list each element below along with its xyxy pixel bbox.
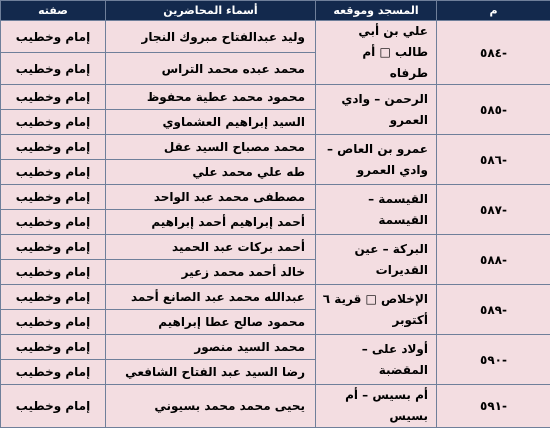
speaker-name: أحمد بركات عبد الحميد (106, 235, 316, 260)
speaker-name: محمد عبده محمد التراس (106, 53, 316, 85)
speaker-name: خالد أحمد محمد زعير (106, 260, 316, 285)
speaker-name: السيد إبراهيم العشماوي (106, 110, 316, 135)
mosque-cell: علي بن أبي طالب □ أم طرفاه (316, 21, 437, 85)
row-number: -٥٨٩ (437, 285, 550, 335)
row-number: -٥٨٤ (437, 21, 550, 85)
speaker-name: محمد السيد منصور (106, 335, 316, 360)
header-num: م (437, 1, 550, 21)
speaker-name: يحيى محمد محمد بسيوني (106, 385, 316, 428)
row-number: -٥٩١ (437, 385, 550, 428)
table-header-row (1, 1, 550, 21)
speaker-name: طه علي محمد علي (106, 160, 316, 185)
speaker-role: إمام وخطيب (1, 260, 106, 285)
speaker-role: إمام وخطيب (1, 360, 106, 385)
speaker-name: مصطفى محمد عبد الواحد (106, 185, 316, 210)
mosque-cell: أولاد على – المقضبة (316, 335, 437, 385)
mosque-cell: البركة – عين القديرات (316, 235, 437, 285)
speaker-name: رضا السيد عبد الفتاح الشافعي (106, 360, 316, 385)
header-names: أسماء المحاضرين (106, 1, 316, 21)
mosque-cell: عمرو بن العاص – وادي العمرو (316, 135, 437, 185)
row-number: -٥٨٥ (437, 85, 550, 135)
speaker-name: وليد عبدالفتاح مبروك النجار (106, 21, 316, 53)
table-row (1, 235, 550, 260)
row-number: -٥٨٨ (437, 235, 550, 285)
speaker-role: إمام وخطيب (1, 21, 106, 53)
speaker-role: إمام وخطيب (1, 335, 106, 360)
speaker-role: إمام وخطيب (1, 285, 106, 310)
speaker-name: محمد مصباح السيد عقل (106, 135, 316, 160)
speaker-name: أحمد إبراهيم أحمد إبراهيم (106, 210, 316, 235)
mosque-cell: القيسمة – القيسمة (316, 185, 437, 235)
row-number: -٥٩٠ (437, 335, 550, 385)
speaker-role: إمام وخطيب (1, 85, 106, 110)
row-number: -٥٨٧ (437, 185, 550, 235)
speaker-role: إمام وخطيب (1, 53, 106, 85)
speaker-role: إمام وخطيب (1, 235, 106, 260)
header-role: صفته (1, 1, 106, 21)
table-row (1, 285, 550, 310)
speaker-name: محمود صالح عطا إبراهيم (106, 310, 316, 335)
speaker-role: إمام وخطيب (1, 385, 106, 428)
speaker-role: إمام وخطيب (1, 210, 106, 235)
speaker-role: إمام وخطيب (1, 135, 106, 160)
table-row (1, 135, 550, 160)
table-row (1, 185, 550, 210)
speaker-role: إمام وخطيب (1, 110, 106, 135)
speaker-name: عبدالله محمد عبد الصانع أحمد (106, 285, 316, 310)
mosque-cell: أم بسيس – أم بسيس (316, 385, 437, 428)
table-row (1, 21, 550, 53)
table-row (1, 85, 550, 110)
table-row (1, 335, 550, 360)
speaker-role: إمام وخطيب (1, 310, 106, 335)
table-row (1, 385, 550, 428)
mosque-cell: الإخلاص □ قرية ٦ أكتوبر (316, 285, 437, 335)
speaker-name: محمود محمد عطية محفوظ (106, 85, 316, 110)
header-mosque: المسجد وموقعه (316, 1, 437, 21)
row-number: -٥٨٦ (437, 135, 550, 185)
speaker-role: إمام وخطيب (1, 185, 106, 210)
speaker-role: إمام وخطيب (1, 160, 106, 185)
mosque-cell: الرحمن – وادي العمرو (316, 85, 437, 135)
